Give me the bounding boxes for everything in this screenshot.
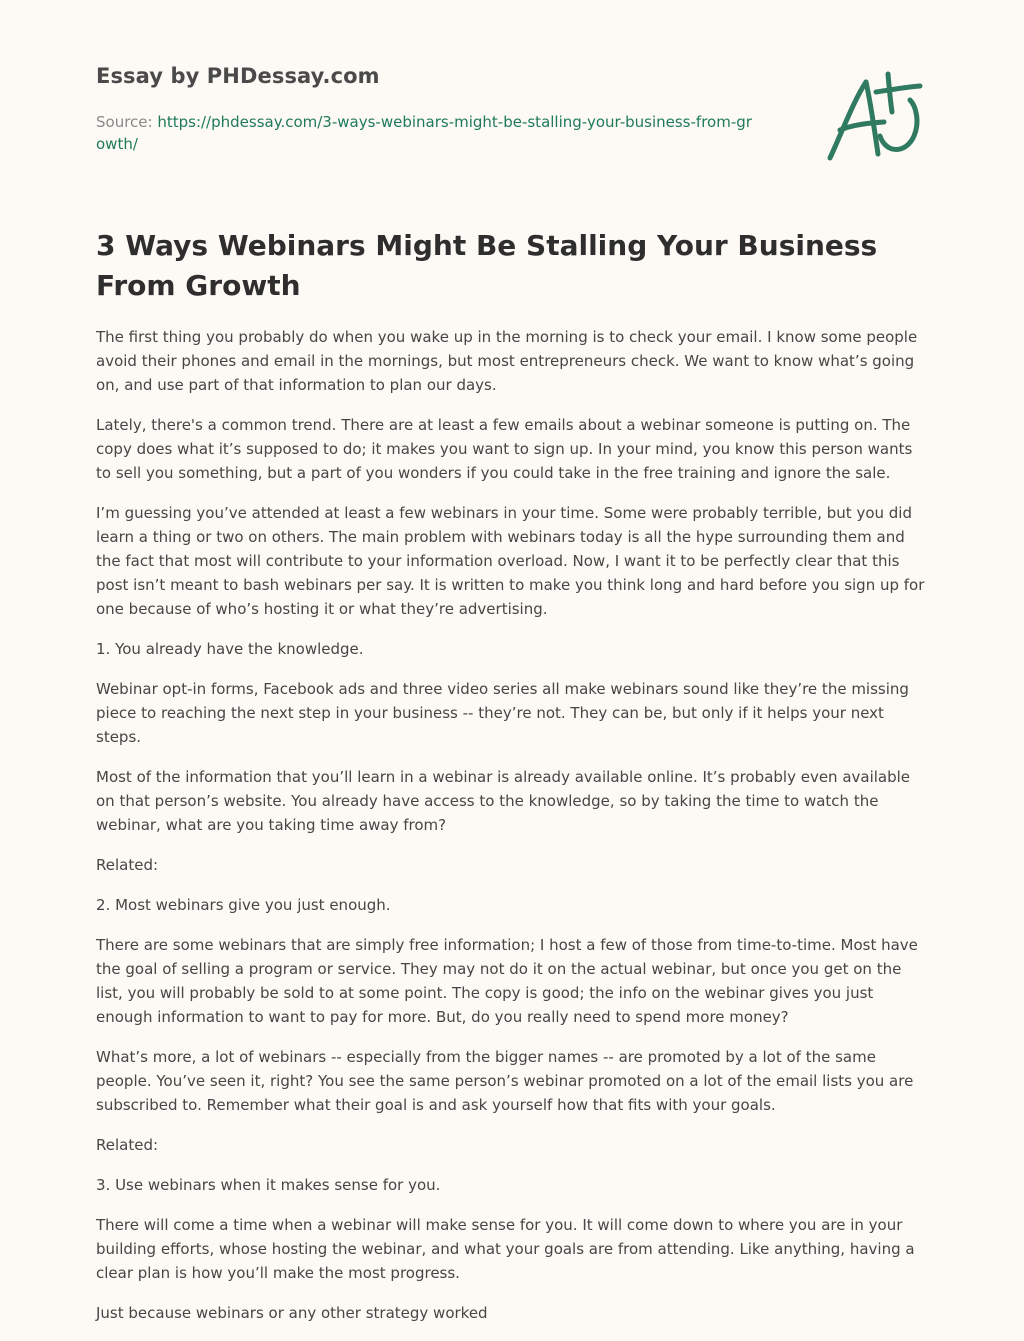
section-heading: 1. You already have the knowledge.	[96, 640, 364, 658]
paragraph: Most of the information that you’ll learn in a webinar is already available online. It’s probably even available on that person’s website. You already have access to the knowledge, so by taking the time to watch the webinar, what are you taking time away from?	[96, 768, 911, 834]
paragraph: The first thing you probably do when you wake up in the morning is to check your email. I know some people avoid their phones and email in the mornings, but most entrepreneurs check. We want to know what’s going on, and use part of that information to plan our days.	[96, 328, 918, 394]
essay-body	[96, 325, 932, 1341]
paragraph: Webinar opt-in forms, Facebook ads and three video series all make webinars sound like they’re the missing piece to reaching the next step in your business -- they’re not. They can be, but only if it helps your next steps.	[96, 680, 909, 746]
paragraph: There are some webinars that are simply free information; I host a few of those from time-to-time. Most have the goal of selling a program or service. They may not do it on the actual webinar, but once you get on the list, you will probably be sold to at some point. The copy is good; the info on the webinar gives you just enough information to want to pay for more. But, do you really need to spend more money?	[96, 936, 918, 1026]
paragraph: Lately, there's a common trend. There are at least a few emails about a webinar someone is putting on. The copy does what it’s supposed to do; it makes you want to sign up. In your mind, you know this person wants to sell you something, but a part of you wonders if you could take in the free training and ignore the sale.	[96, 416, 913, 482]
site-title: Essay by PHDessay.com	[96, 64, 380, 88]
paragraph: There will come a time when a webinar will make sense for you. It will come down to where you are in your building efforts, whose hosting the webinar, and what your goals are from attending. Like anything, having a clear plan is how you’ll make the most progress.	[96, 1216, 915, 1282]
source-link[interactable]: https://phdessay.com/3-ways-webinars-might-be-stalling-your-business-from-growth/	[96, 113, 752, 153]
related-label: Related:	[96, 856, 159, 874]
a-plus-logo-icon	[826, 70, 926, 165]
source-line	[96, 111, 756, 155]
paragraph: What’s more, a lot of webinars -- especially from the bigger names -- are promoted by a lot of the same people. You’ve seen it, right? You see the same person’s webinar promoted on a lot of the email lists you are subscribed to. Remember what their goal is and ask yourself how that fits with your goals.	[96, 1048, 914, 1114]
paragraph: Just because webinars or any other strategy worked	[96, 1304, 488, 1322]
paragraph: I’m guessing you’ve attended at least a few webinars in your time. Some were probably terrible, but you did learn a thing or two on others. The main problem with webinars today is all the hype surrounding them and the fact that most will contribute to your information overload. Now, I want it to be perfectly clear that this post isn’t meant to bash webinars per say. It is written to make you think long and hard before you sign up for one because of who’s hosting it or what they’re advertising.	[96, 504, 925, 618]
section-heading: 2. Most webinars give you just enough.	[96, 896, 391, 914]
related-label: Related:	[96, 1136, 159, 1154]
section-heading: 3. Use webinars when it makes sense for you.	[96, 1176, 441, 1194]
essay-title: 3 Ways Webinars Might Be Stalling Your Business From Growth	[96, 229, 878, 302]
source-label: Source:	[96, 113, 158, 131]
